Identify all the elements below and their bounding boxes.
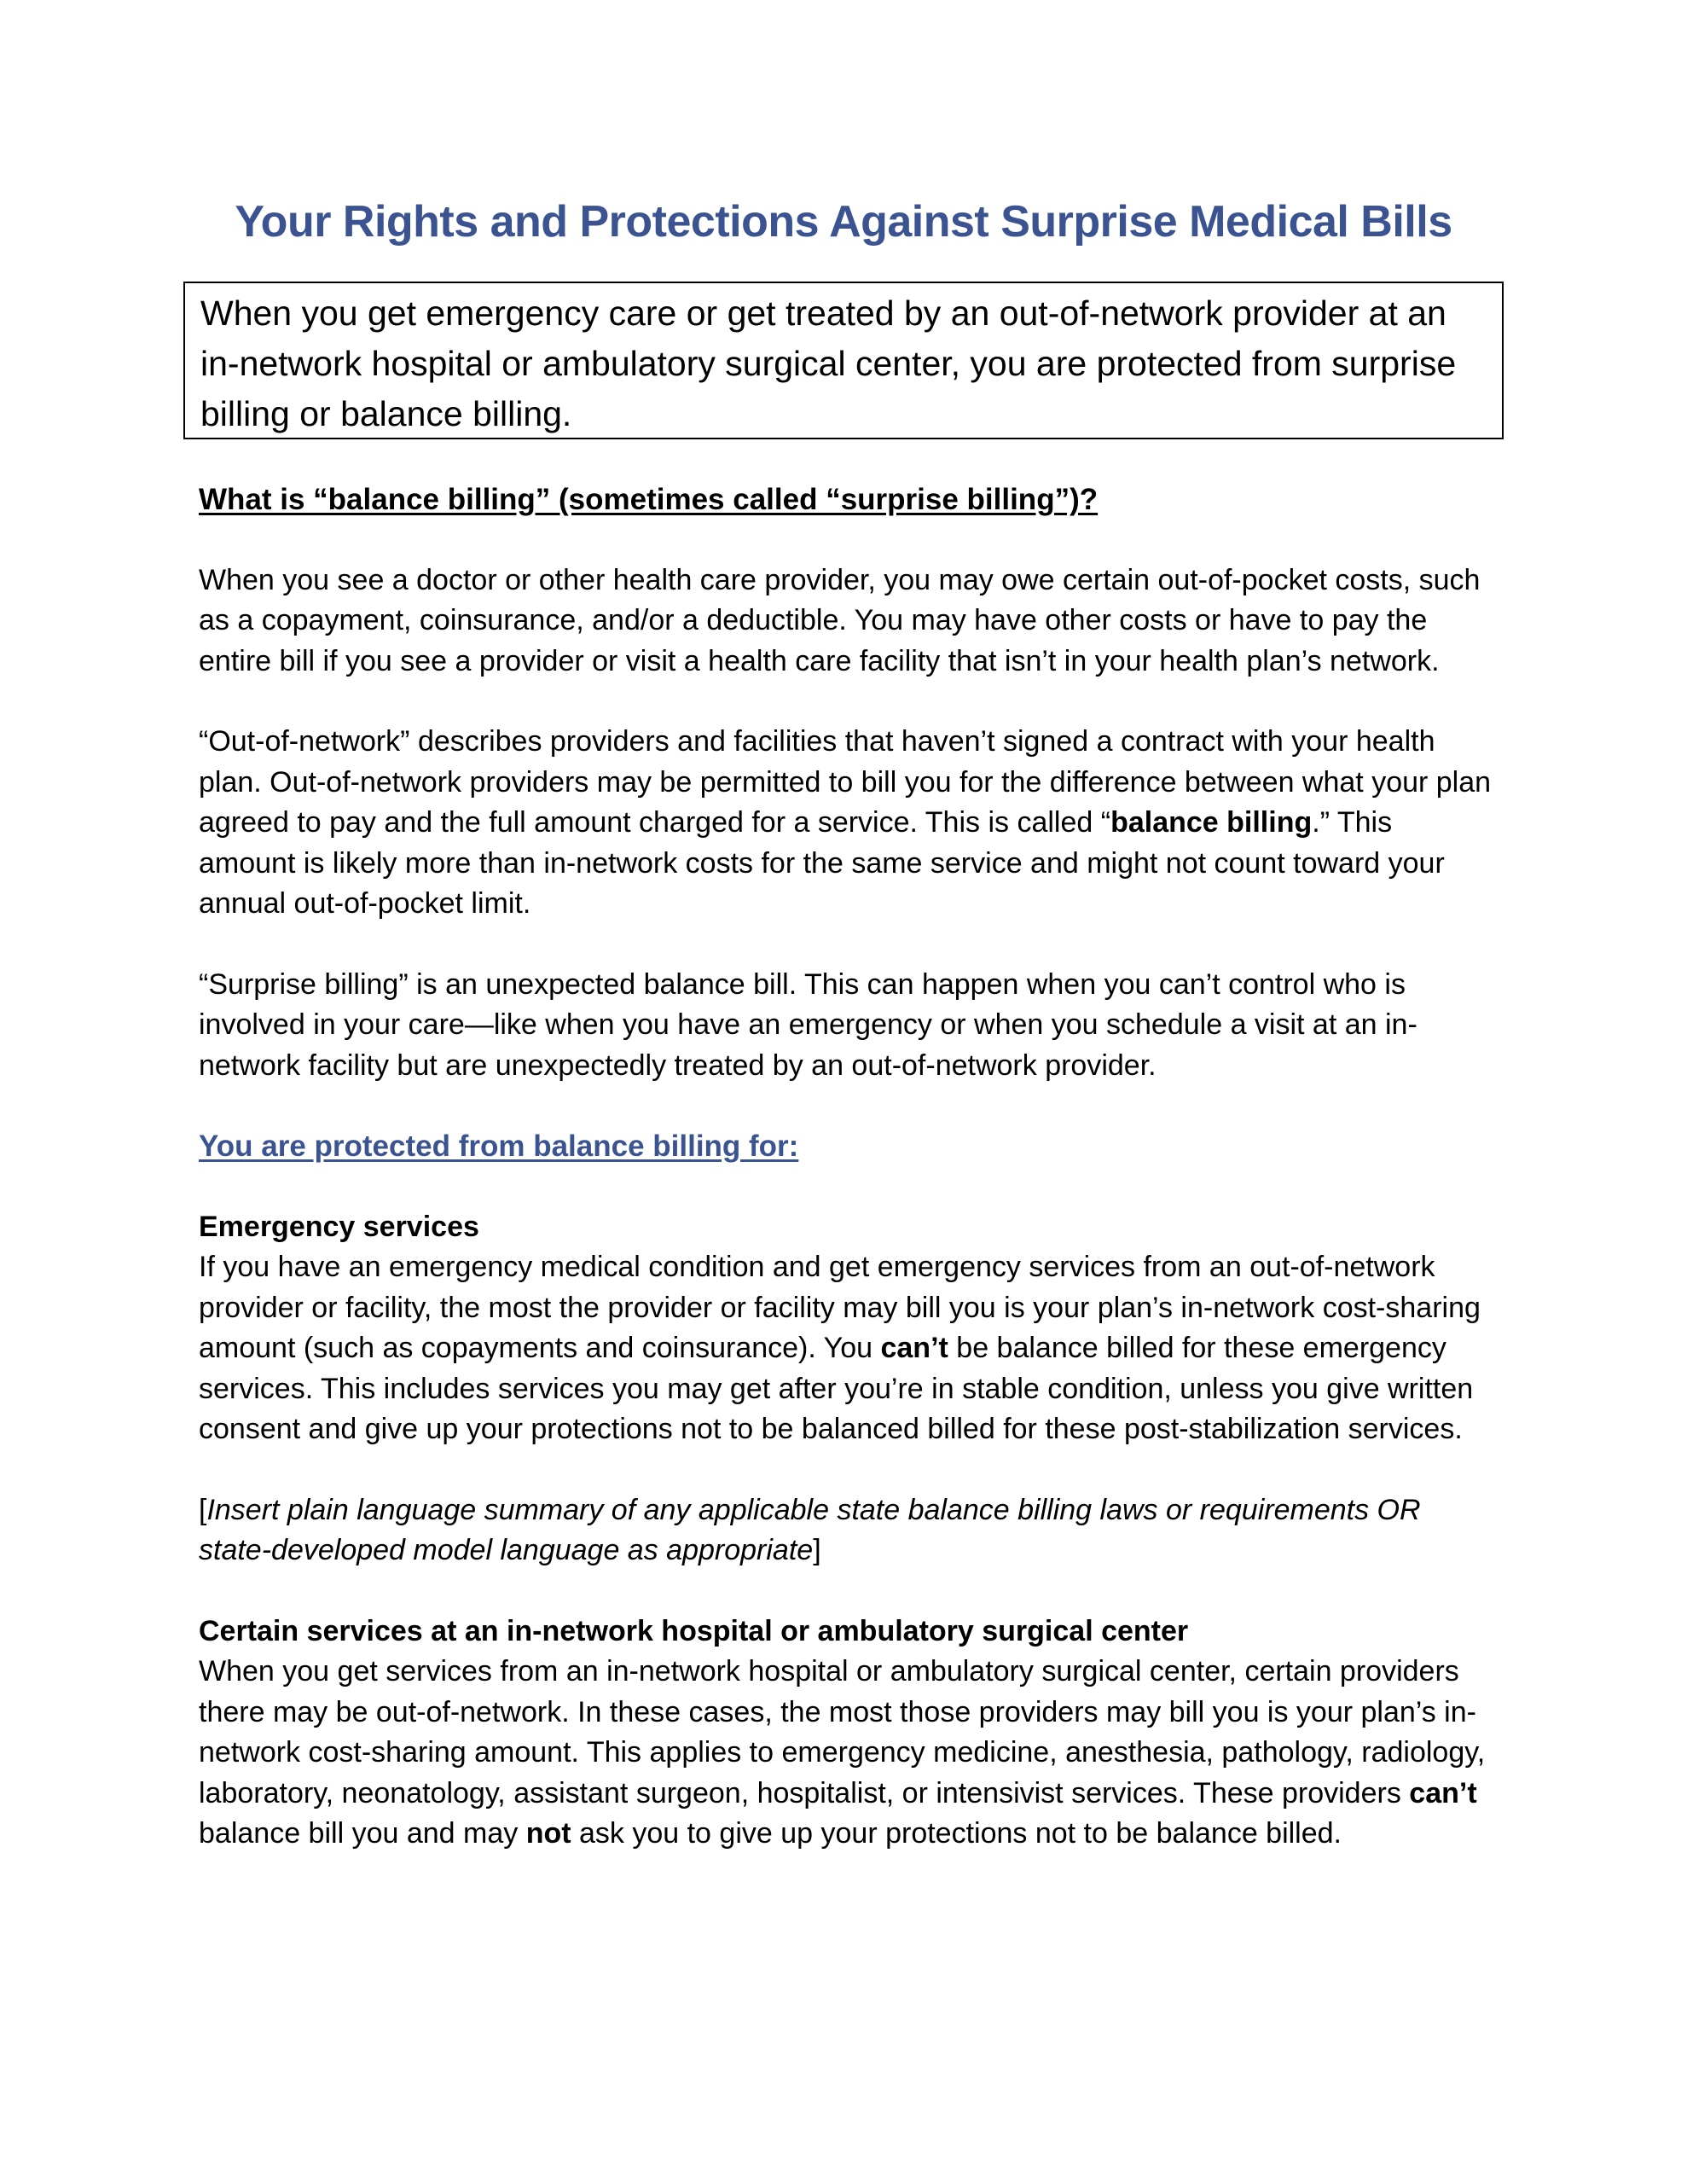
emergency-text-b: be balance billed for these emergency services. This includes services you may get after you’re in stable condition, unless you give written consent and give up your protections not to be balanced billed for these post-stabilization services. — [199, 1332, 1474, 1445]
certain-text-bold-1: can’t — [1409, 1776, 1477, 1809]
certain-services-text — [199, 1652, 1495, 1855]
paragraph-out-of-network — [199, 722, 1495, 925]
balance-billing-term: balance billing — [1110, 806, 1313, 839]
protected-heading: You are protected from balance billing for: — [199, 1130, 799, 1163]
document-body — [199, 479, 1495, 1895]
emergency-text-bold: can’t — [880, 1332, 948, 1364]
bracket-close: ] — [813, 1534, 821, 1566]
certain-text-bold-2: not — [525, 1817, 571, 1850]
emergency-text-a: If you have an emergency medical condition and get emergency services from an out-of-network provider or facility, the most the provider or facility may bill you is your plan’s in-network cost-sharing amount (such as copayments and coinsurance). You — [199, 1251, 1481, 1364]
emergency-services-title: Emergency services — [199, 1210, 479, 1243]
paragraph-out-of-pocket: When you see a doctor or other health care provider, you may owe certain out-of-pocket costs, such as a copayment, coinsurance, and/or a deductible. You may have other costs or have to pay the entire bill if you see a provider or visit a health care facility that isn’t in your health plan’s network. — [199, 563, 1481, 677]
certain-text-c: ask you to give up your protections not to be balance billed. — [571, 1817, 1342, 1850]
bracket-open: [ — [199, 1493, 207, 1526]
page-title: Your Rights and Protections Against Surprise Medical Bills — [235, 197, 1452, 247]
balance-billing-heading: What is “balance billing” (sometimes called “surprise billing”)? — [199, 483, 1099, 516]
certain-services-title: Certain services at an in-network hospital or ambulatory surgical center — [199, 1614, 1189, 1647]
emergency-services-text — [199, 1247, 1495, 1450]
state-language-instruction: Insert plain language summary of any applicable state balance billing laws or requirements OR state-developed model language as appropriate — [199, 1493, 1421, 1566]
certain-text-b: balance bill you and may — [199, 1817, 526, 1850]
paragraph-out-of-network-text-b: .” This amount is likely more than in-network costs for the same service and might not count toward your annual out-of-pocket limit. — [199, 806, 1445, 920]
paragraph-surprise-billing: “Surprise billing” is an unexpected balance bill. This can happen when you can’t control who is involved in your care—like when you have an emergency or when you schedule a visit at an in-network facility but are unexpectedly treated by an out-of-network provider. — [199, 967, 1417, 1082]
paragraph-out-of-network-text-a: “Out-of-network” describes providers and facilities that haven’t signed a contract with your health plan. Out-of-network providers may be permitted to bill you for the difference between what your plan agreed to pay and the full amount charged for a service. This is called “ — [199, 725, 1492, 839]
certain-text-a: When you get services from an in-network hospital or ambulatory surgical center, certain providers there may be out-of-network. In these cases, the most those providers may bill you is your plan’s in-network cost-sharing amount. This applies to emergency medicine, anesthesia, pathology, radiology, laboratory, neonatology, assistant surgeon, hospitalist, or intensivist services. These providers — [199, 1655, 1486, 1809]
state-language-placeholder — [199, 1490, 1495, 1571]
intro-box: When you get emergency care or get treated by an out-of-network provider at an in-network hospital or ambulatory surgical center, you are protected from surprise billing or balance billing. — [183, 282, 1504, 439]
